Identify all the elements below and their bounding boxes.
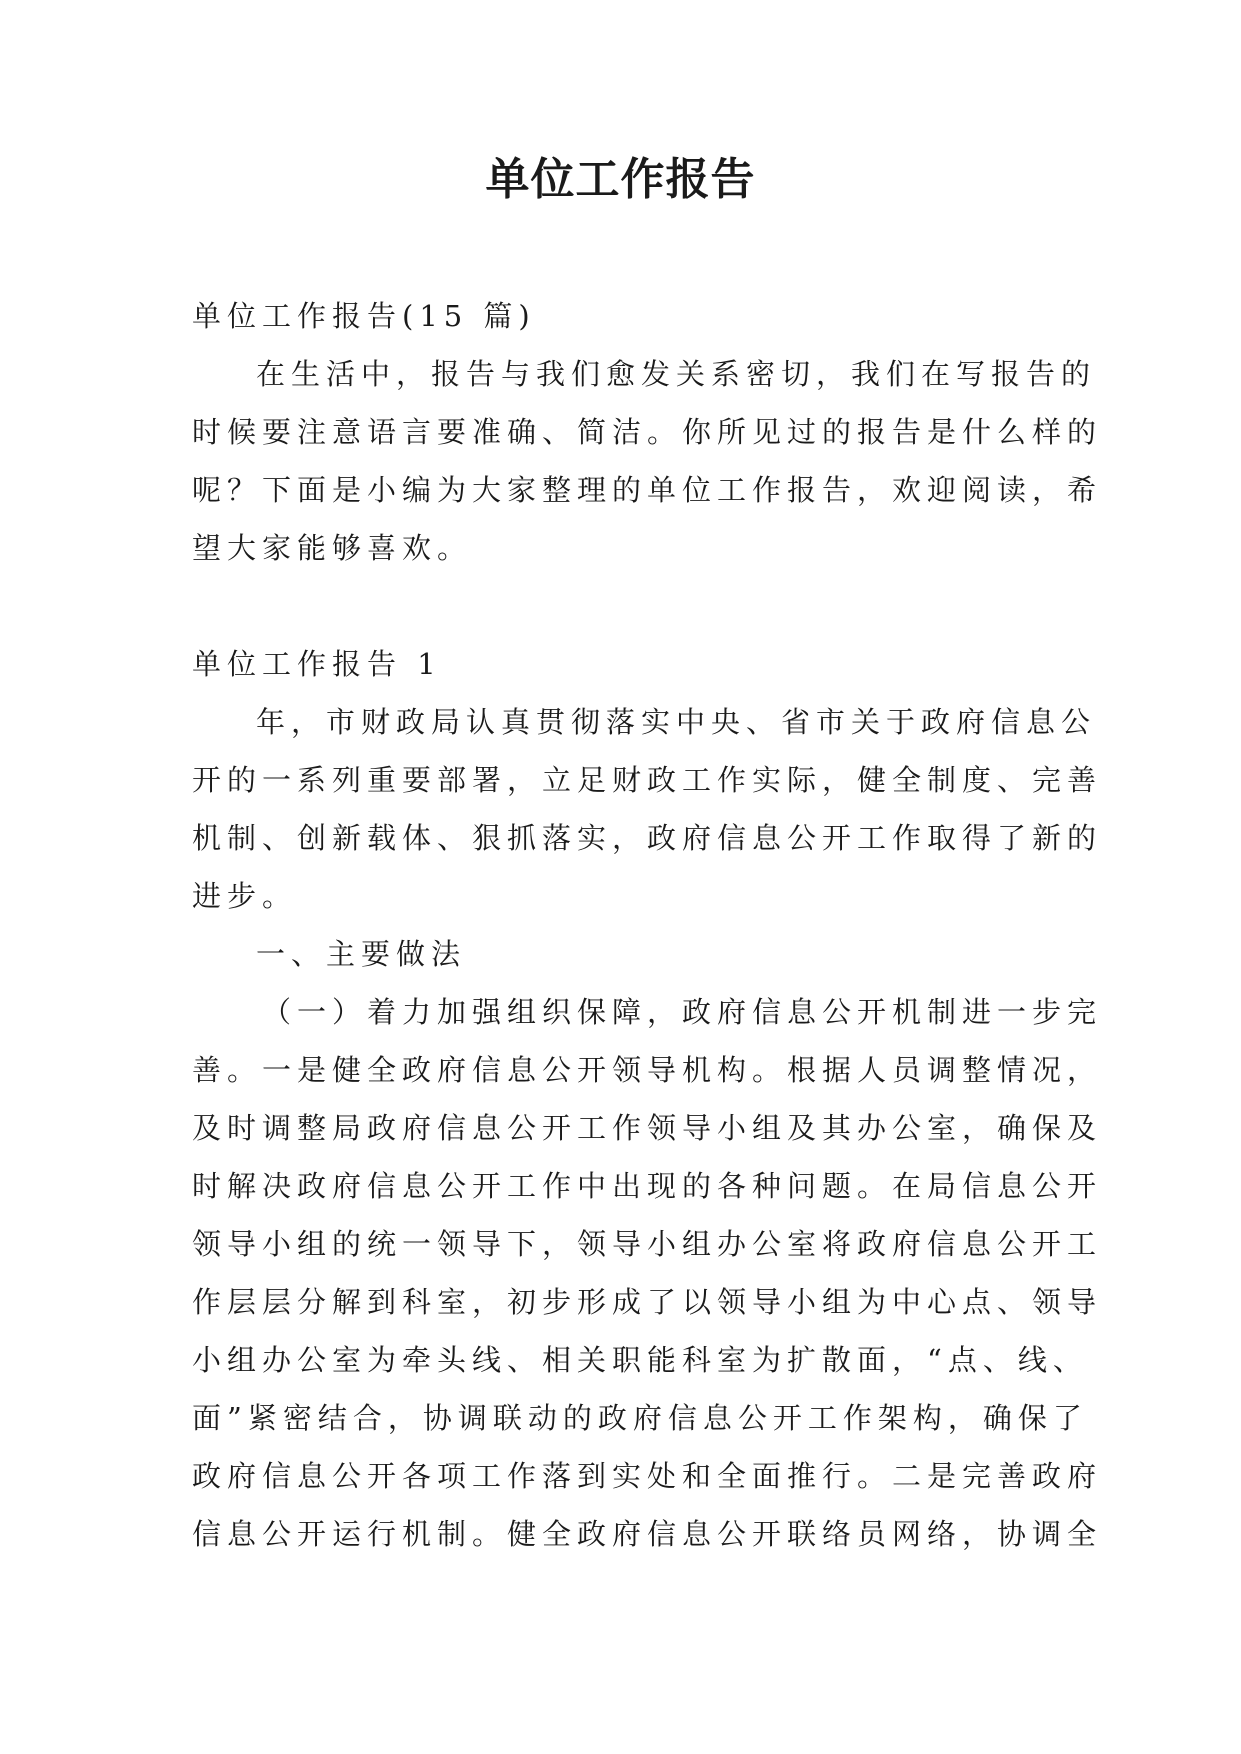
intro-line: 望大家能够喜欢。: [192, 531, 473, 565]
detail-line: 面”紧密结合，协调联动的政府信息公开工作架构，确保了: [192, 1401, 1088, 1435]
paragraph-gap: [192, 577, 1052, 635]
detail-line: 及时调整局政府信息公开工作领导小组及其办公室，确保及: [192, 1111, 1103, 1145]
detail-line: 政府信息公开各项工作落到实处和全面推行。二是完善政府: [192, 1459, 1103, 1493]
intro-line: 在生活中，报告与我们愈发关系密切，我们在写报告的: [256, 357, 1097, 391]
detail-line: 信息公开运行机制。健全政府信息公开联络员网络，协调全: [192, 1517, 1103, 1551]
detail-line: 小组办公室为牵头线、相关职能科室为扩散面，“点、线、: [192, 1343, 1088, 1377]
intro-line: 呢？下面是小编为大家整理的单位工作报告，欢迎阅读，希: [192, 473, 1103, 507]
paragraph-line: 开的一系列重要部署，立足财政工作实际，健全制度、完善: [192, 763, 1103, 797]
section-heading: 单位工作报告 1: [192, 647, 442, 681]
detail-line: 领导小组的统一领导下，领导小组办公室将政府信息公开工: [192, 1227, 1103, 1261]
paragraph-line: 进步。: [192, 879, 298, 913]
paragraph-line: 年，市财政局认真贯彻落实中央、省市关于政府信息公: [256, 705, 1097, 739]
paragraph-line: 机制、创新载体、狠抓落实，政府信息公开工作取得了新的: [192, 821, 1103, 855]
detail-line: 善。一是健全政府信息公开领导机构。根据人员调整情况，: [192, 1053, 1103, 1087]
detail-line: 时解决政府信息公开工作中出现的各种问题。在局信息公开: [192, 1169, 1103, 1203]
document-body: [192, 287, 1103, 1563]
subheading: 一、主要做法: [256, 937, 467, 971]
document-subtitle: 单位工作报告(15 篇): [192, 299, 536, 333]
detail-line: （一）着力加强组织保障，政府信息公开机制进一步完: [262, 995, 1103, 1029]
intro-line: 时候要注意语言要准确、简洁。你所见过的报告是什么样的: [192, 415, 1103, 449]
detail-line: 作层层分解到科室，初步形成了以领导小组为中心点、领导: [192, 1285, 1103, 1319]
document-title: 单位工作报告: [485, 154, 756, 205]
